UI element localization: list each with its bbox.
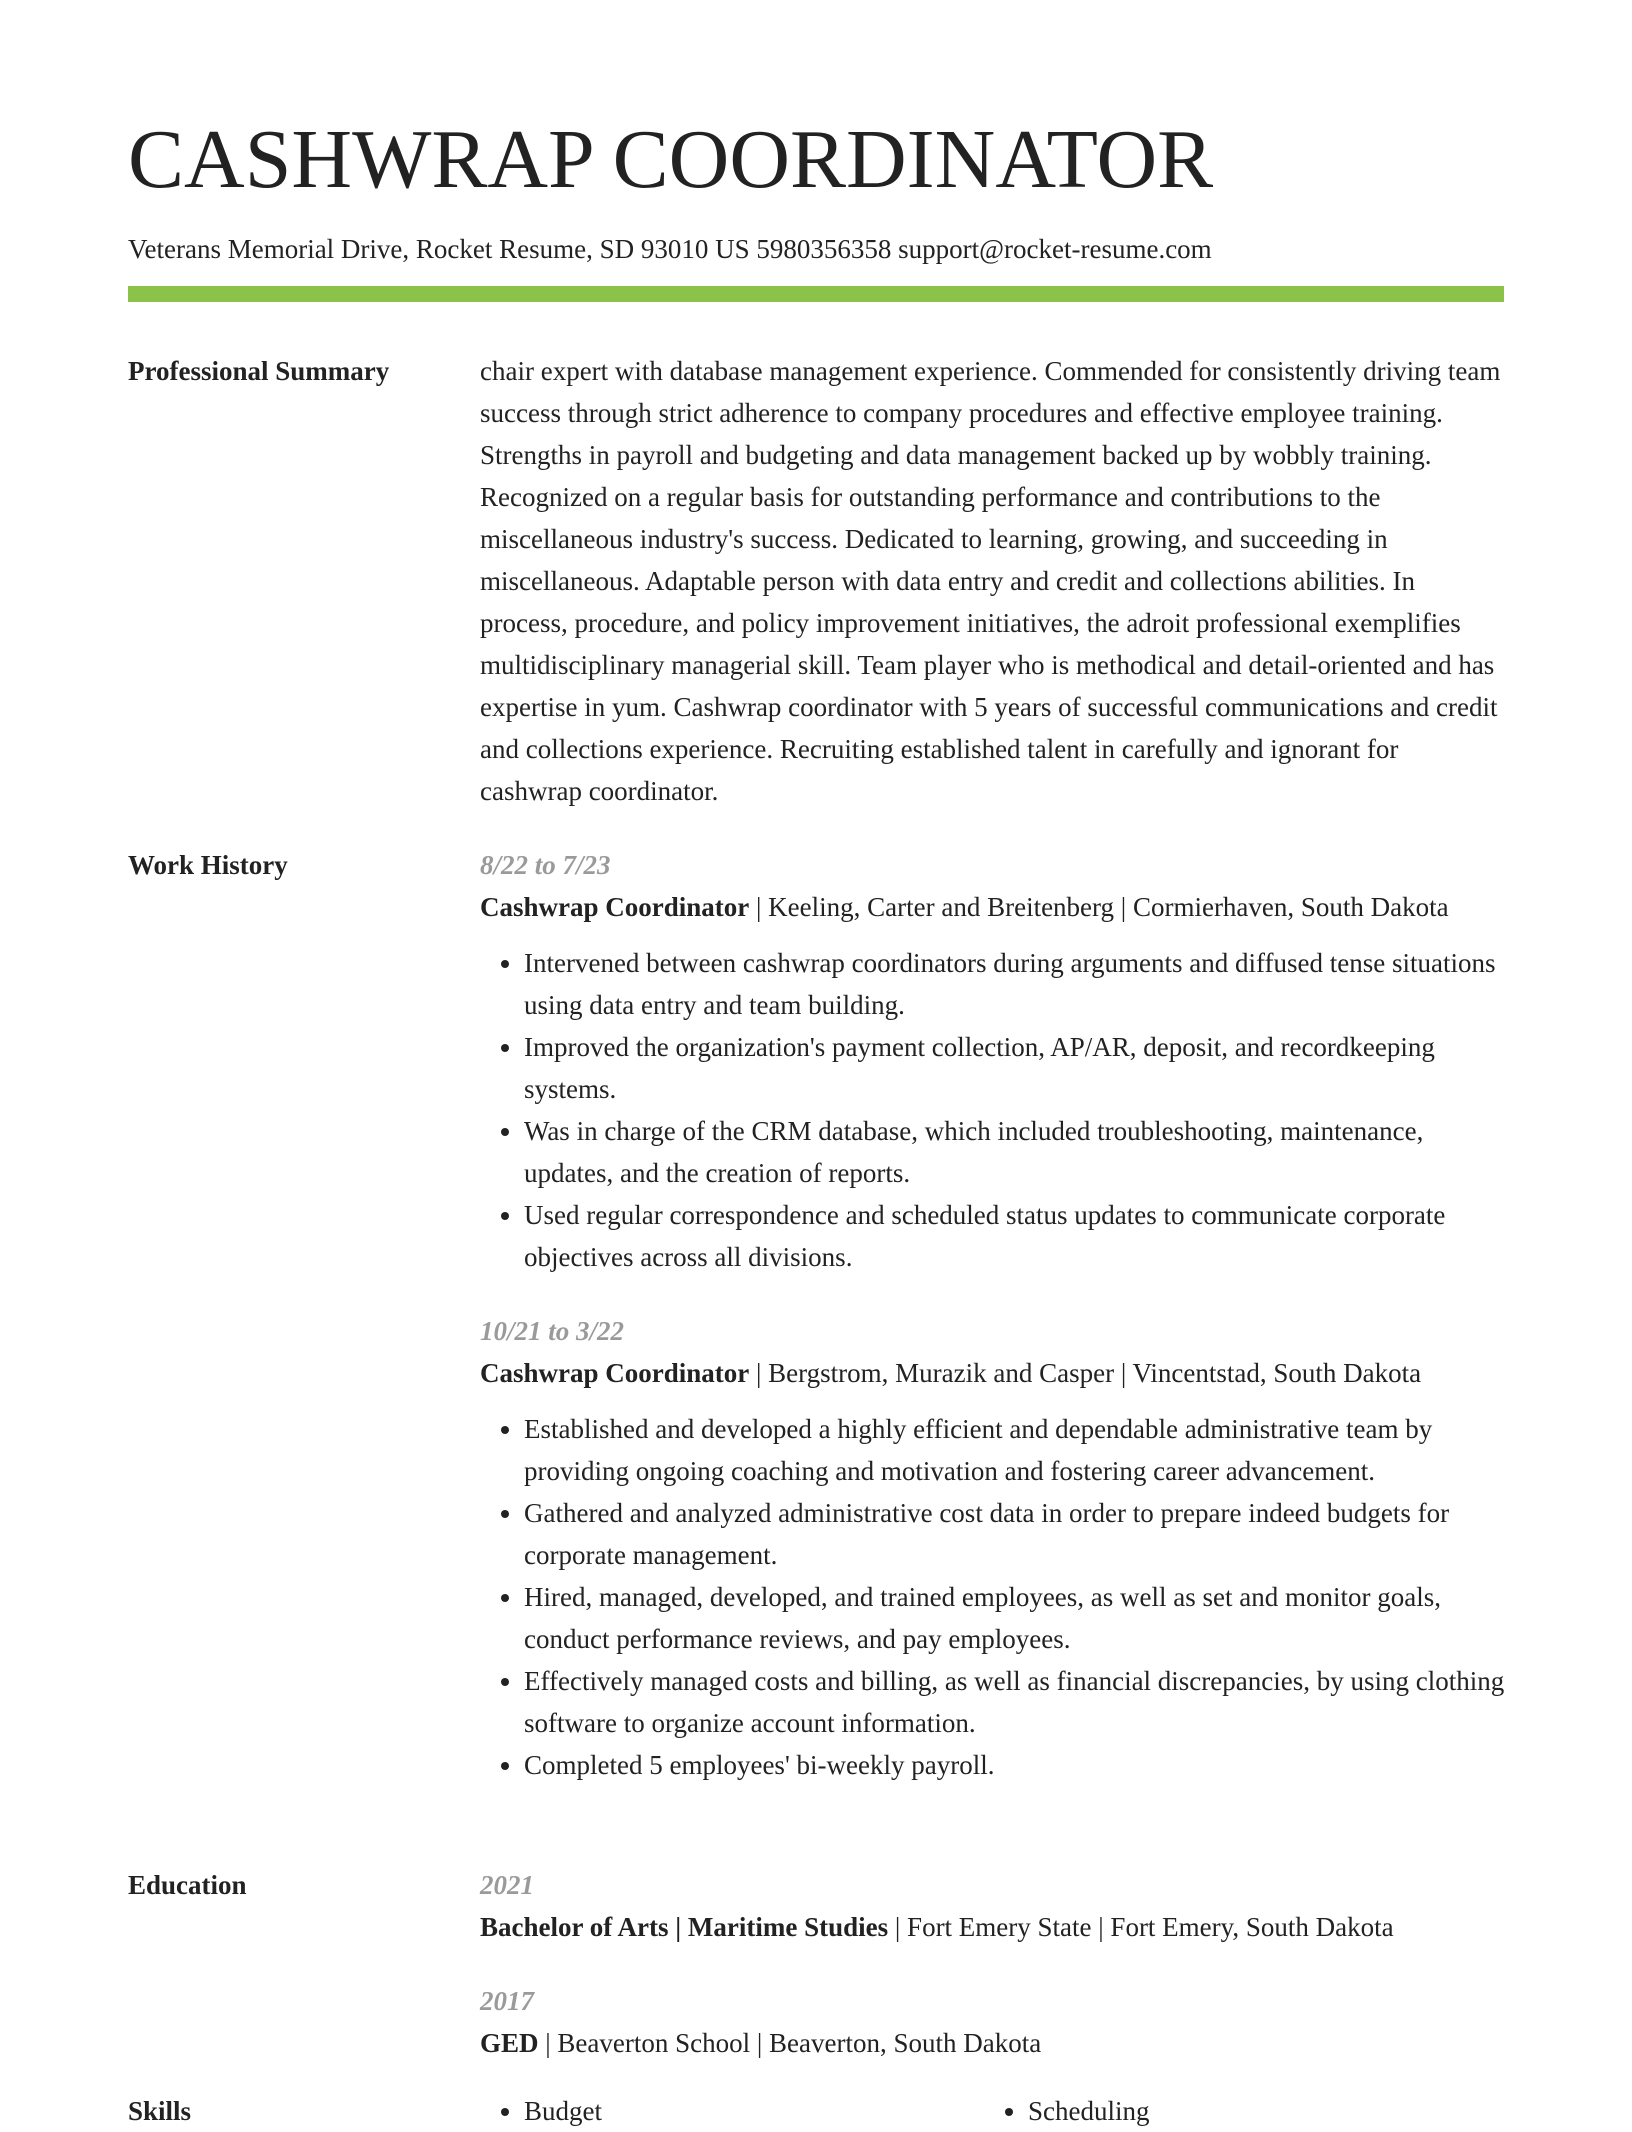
job-header: [480, 886, 1505, 928]
job-bullet: • Established and developed a highly efficient and dependable administrative team by providing ongoing coaching and motivation and fostering career advancement.: [524, 1408, 1505, 1492]
job-bullet: • Was in charge of the CRM database, which included troubleshooting, maintenance, updates, and the creation of reports.: [524, 1110, 1505, 1194]
work-history: [480, 844, 1505, 1786]
job-bullet: • Gathered and analyzed administrative cost data in order to prepare indeed budgets for corporate management.: [524, 1492, 1505, 1576]
skills-list: [480, 2090, 1505, 2132]
job-bullets: [480, 1408, 1505, 1786]
job-bullet: • Improved the organization's payment collection, AP/AR, deposit, and recordkeeping systems.: [524, 1026, 1505, 1110]
job-title: Cashwrap Coordinator: [480, 892, 750, 922]
job-entry: [480, 844, 1505, 1278]
job-location: Vincentstad, South Dakota: [1132, 1358, 1422, 1388]
contact-email: support@rocket-resume.com: [898, 234, 1212, 264]
job-bullet: • Hired, managed, developed, and trained employees, as well as set and monitor goals, conduct performance reviews, and pay employees.: [524, 1576, 1505, 1660]
education-degree: GED: [480, 2028, 539, 2058]
job-bullet: • Intervened between cashwrap coordinators during arguments and diffused tense situations using data entry and team building.: [524, 942, 1505, 1026]
education-school: Beaverton School: [557, 2028, 751, 2058]
header-divider: [128, 286, 1504, 302]
education-degree: Bachelor of Arts | Maritime Studies: [480, 1912, 889, 1942]
job-entry: [480, 1310, 1505, 1786]
education-entry: [480, 1864, 1505, 1948]
skill-item: • Scheduling: [1028, 2090, 1488, 2132]
job-bullet: • Effectively managed costs and billing, as well as financial discrepancies, by using clothing software to organize account information.: [524, 1660, 1505, 1744]
contact-address: Veterans Memorial Drive, Rocket Resume, SD 93010 US: [128, 234, 750, 264]
job-dates: 8/22 to 7/23: [480, 850, 611, 880]
education-school: Fort Emery State: [907, 1912, 1092, 1942]
education-heading: Education: [128, 1870, 247, 1900]
job-location: Cormierhaven, South Dakota: [1132, 892, 1449, 922]
job-header: [480, 1352, 1505, 1394]
job-dates: 10/21 to 3/22: [480, 1316, 625, 1346]
education-list: [480, 1864, 1505, 2064]
job-bullet: • Completed 5 employees' bi-weekly payroll.: [524, 1744, 1505, 1786]
candidate-name: CASHWRAP COORDINATOR: [128, 113, 1214, 206]
job-company: Keeling, Carter and Breitenberg: [768, 892, 1115, 922]
job-title: Cashwrap Coordinator: [480, 1358, 750, 1388]
contact-phone: 5980356358: [756, 234, 892, 264]
education-location: Beaverton, South Dakota: [769, 2028, 1042, 2058]
education-details: [480, 2022, 1505, 2064]
job-company: Bergstrom, Murazik and Casper: [768, 1358, 1115, 1388]
job-bullet: • Used regular correspondence and scheduled status updates to communicate corporate objectives across all divisions.: [524, 1194, 1505, 1278]
summary-heading: Professional Summary: [128, 356, 390, 386]
education-year: 2021: [480, 1870, 534, 1900]
skills-heading: Skills: [128, 2096, 192, 2126]
skill-item: • Budget: [524, 2090, 984, 2132]
job-bullets: [480, 942, 1505, 1278]
education-location: Fort Emery, South Dakota: [1110, 1912, 1394, 1942]
education-entry: [480, 1980, 1505, 2064]
contact-line: [128, 232, 1212, 266]
summary-text: chair expert with database management experience. Commended for consistently driving team success through strict adherence to company procedures and effective employee training. Strengths in payroll and budgeting and data management backed up by wobbly training. Recognized on a regular basis for outstanding performance and contributions to the miscellaneous industry's success. Dedicated to learning, growing, and succeeding in miscellaneous. Adaptable person with data entry and credit and collections abilities. In process, procedure, and policy improvement initiatives, the adroit professional exemplifies multidisciplinary managerial skill. Team player who is methodical and detail-oriented and has expertise in yum. Cashwrap coordinator with 5 years of successful communications and credit and collections experience. Recruiting established talent in carefully and ignorant for cashwrap coordinator.: [480, 356, 1501, 806]
work-history-heading: Work History: [128, 850, 288, 880]
education-year: 2017: [480, 1986, 534, 2016]
education-details: [480, 1906, 1505, 1948]
